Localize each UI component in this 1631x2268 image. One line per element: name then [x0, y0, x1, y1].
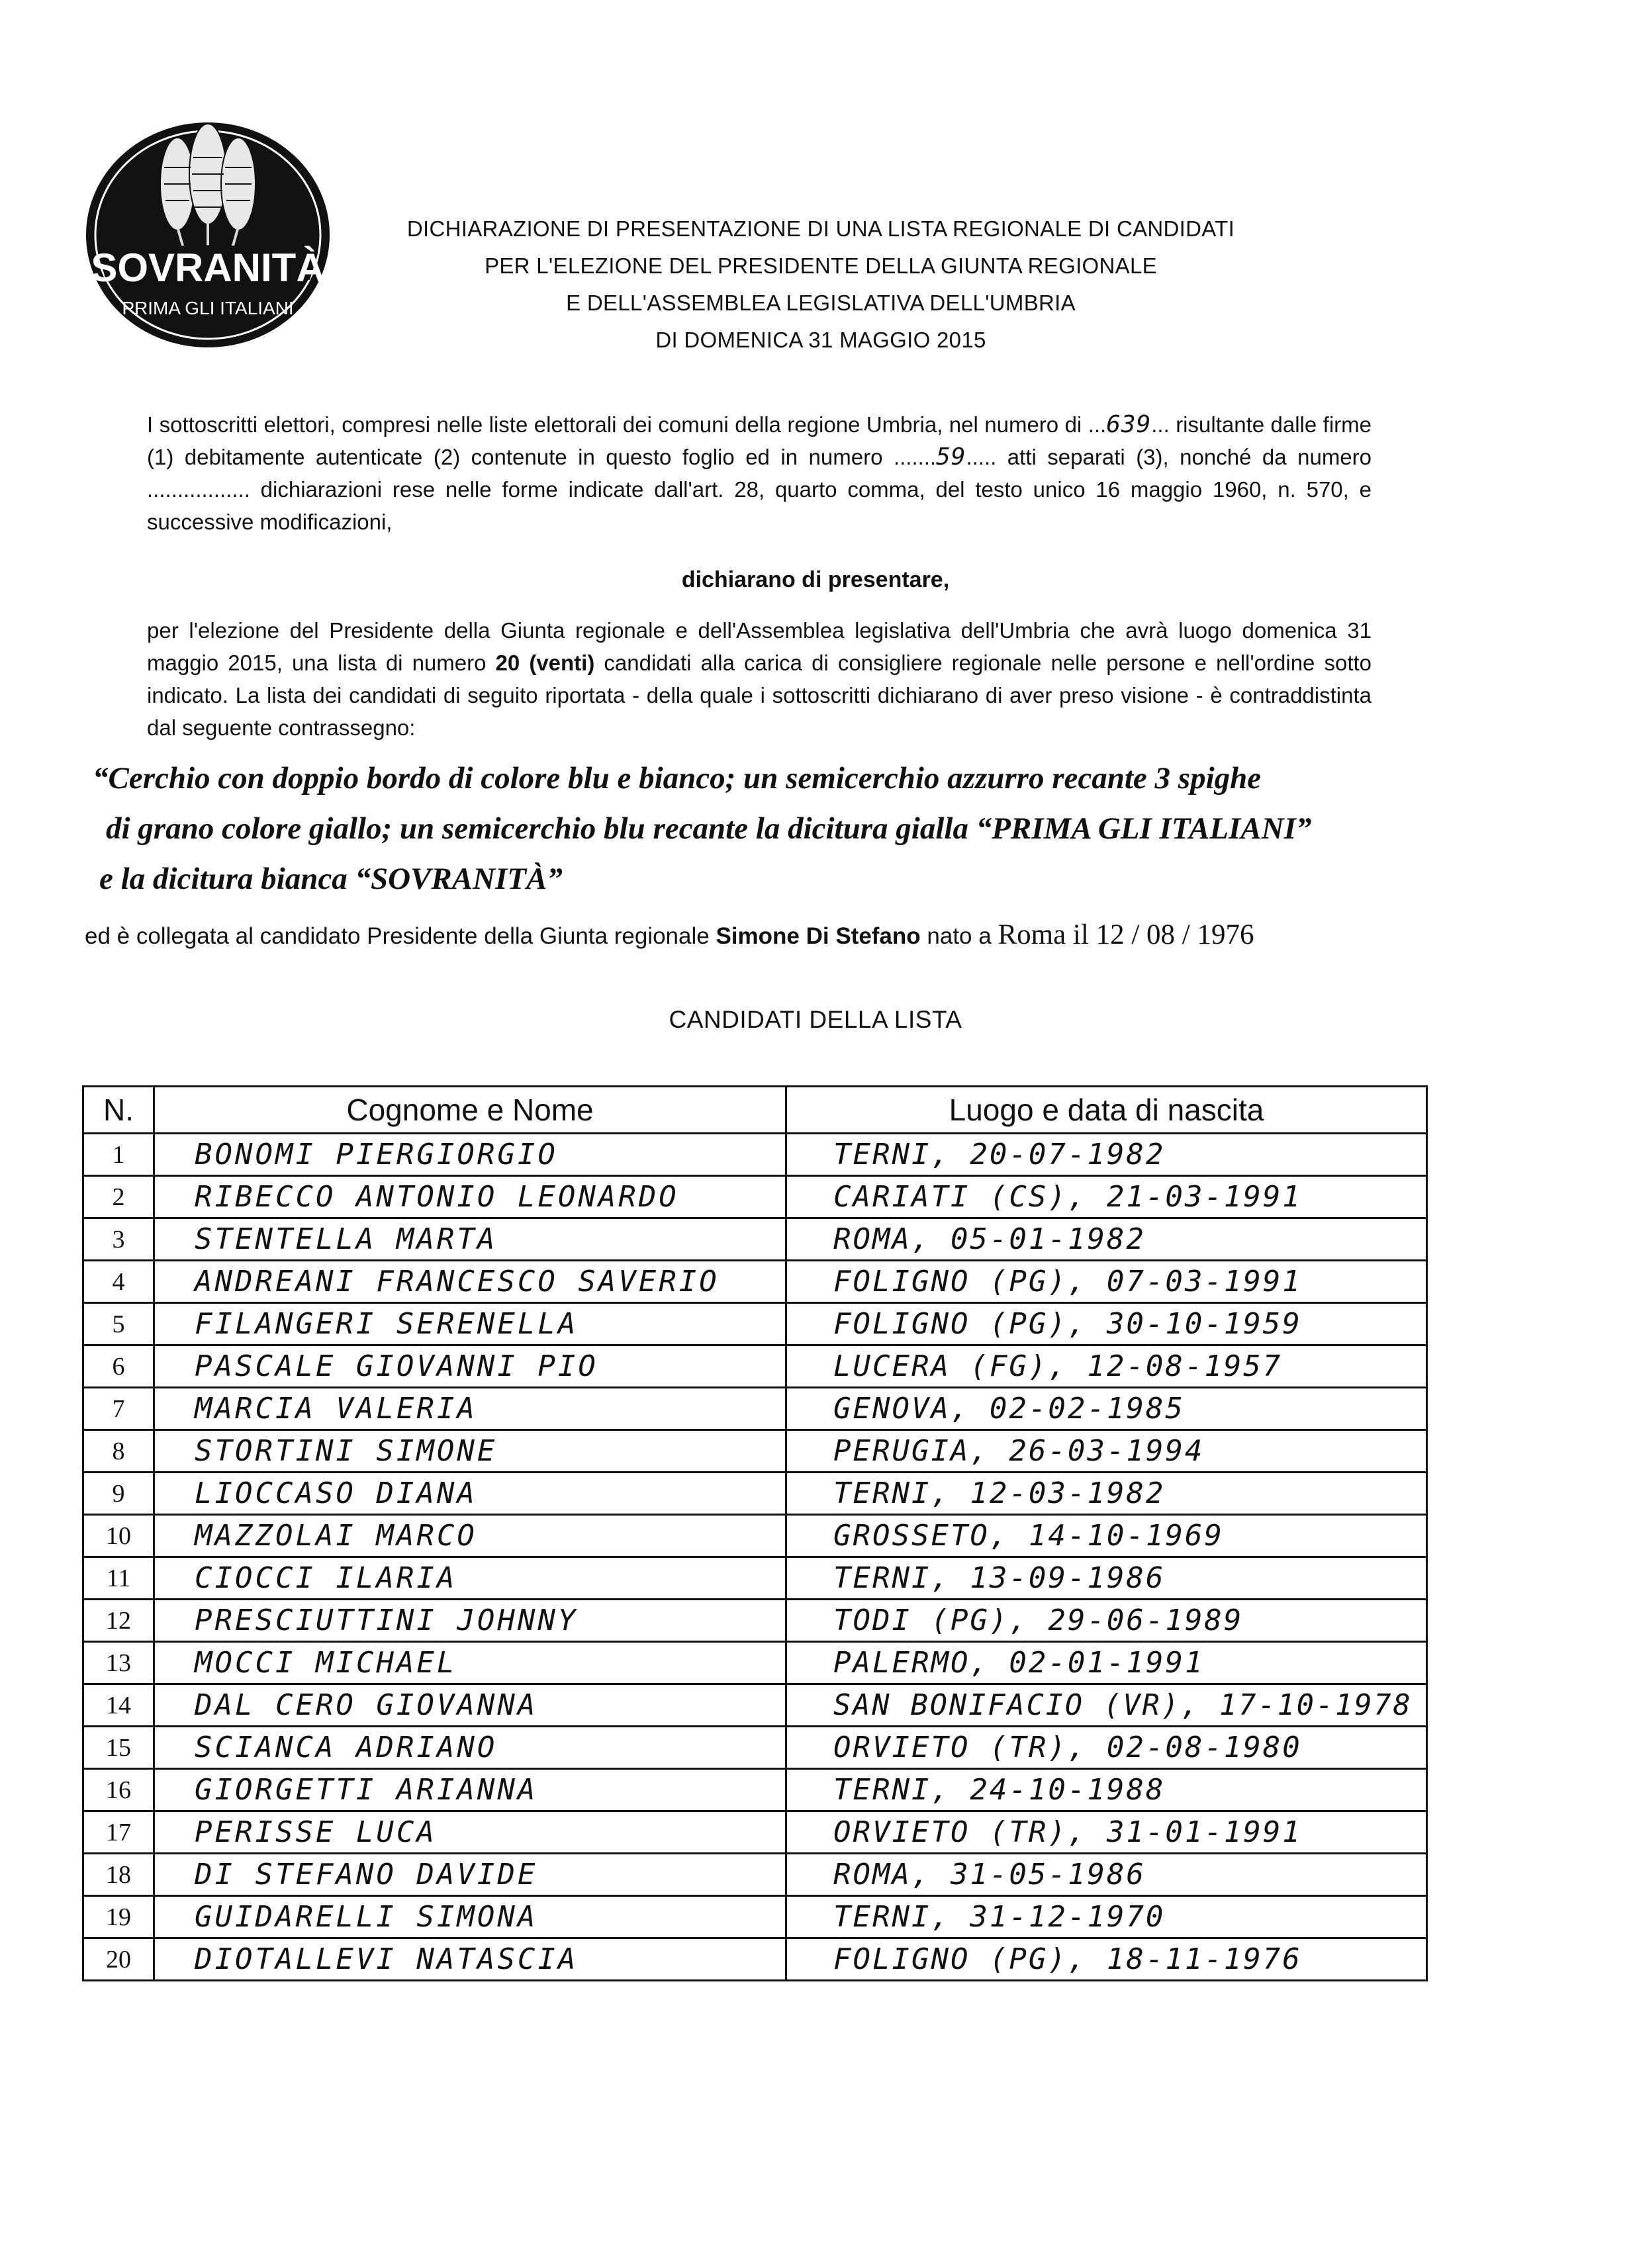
candidate-number: 15: [83, 1727, 154, 1769]
intro-paragraph: I sottoscritti elettori, compresi nelle liste elettorali dei comuni della regione Umbria, nel numero di ...639... risultante dalle firme (1) debitamente autenticate (2) contenute in questo foglio ed in numero .......59..... atti separati (3), nonché da numero ................. dichiarazioni rese nelle forme indicate dall'art. 28, quarto comma, del testo unico 16 maggio 1960, n. 570, e successive modificazioni,: [147, 411, 1372, 534]
candidate-name: CIOCCI ILARIA: [154, 1557, 786, 1600]
candidate-name: MARCIA VALERIA: [154, 1388, 786, 1430]
candidate-name: GIORGETTI ARIANNA: [154, 1769, 786, 1811]
table-row: [83, 1303, 1427, 1345]
candidate-birth: SAN BONIFACIO (VR), 17-10-1978: [786, 1684, 1427, 1727]
atti-count: 59: [936, 443, 966, 471]
table-row: [83, 1515, 1427, 1557]
table-row: [83, 1345, 1427, 1388]
table-row: [83, 1261, 1427, 1303]
president-birthdate: 12 / 08 / 1976: [1095, 919, 1254, 950]
emblem-description: [93, 753, 1549, 904]
table-row: [83, 1430, 1427, 1473]
candidate-name: DI STEFANO DAVIDE: [154, 1854, 786, 1896]
table-row: [83, 1176, 1427, 1218]
header-name: Cognome e Nome: [154, 1087, 786, 1134]
body-paragraph: [147, 614, 1372, 744]
candidate-birth: LUCERA (FG), 12-08-1957: [786, 1345, 1427, 1388]
candidate-name: SCIANCA ADRIANO: [154, 1727, 786, 1769]
candidate-number: 5: [83, 1303, 154, 1345]
party-logo: [85, 121, 331, 349]
candidate-name: MOCCI MICHAEL: [154, 1642, 786, 1684]
candidate-name: FILANGERI SERENELLA: [154, 1303, 786, 1345]
candidate-birth: PALERMO, 02-01-1991: [786, 1642, 1427, 1684]
president-link-line: [85, 919, 1574, 951]
president-name: Simone Di Stefano: [716, 923, 921, 949]
body-text-2: candidati alla carica di consigliere regionale nelle persone e nell'ordine sotto indicato. La lista dei candidati di seguito riportata - della quale i sottoscritti dichiarano di aver preso visione - è contraddistinta dal seguente contrassegno:: [147, 651, 1372, 740]
candidate-number: 19: [83, 1896, 154, 1938]
candidate-birth: GROSSETO, 14-10-1969: [786, 1515, 1427, 1557]
table-row: [83, 1134, 1427, 1176]
firme-count: 639: [1106, 411, 1152, 438]
logo-tagline-text: PRIMA GLI ITALIANI: [122, 298, 294, 318]
table-row: [83, 1769, 1427, 1811]
candidates-table-body: [83, 1134, 1427, 1981]
table-row: [83, 1684, 1427, 1727]
table-row: [83, 1388, 1427, 1430]
table-row: [83, 1896, 1427, 1938]
candidate-number: 16: [83, 1769, 154, 1811]
candidate-name: GUIDARELLI SIMONA: [154, 1896, 786, 1938]
table-row: [83, 1642, 1427, 1684]
header-number: N.: [83, 1087, 154, 1134]
candidate-number: 2: [83, 1176, 154, 1218]
intro-text-2: risultante dalle firme (1) debitamente autenticate (2) contenute in questo foglio ed in numero: [147, 412, 1372, 469]
candidate-number: 13: [83, 1642, 154, 1684]
candidate-list-title: CANDIDATI DELLA LISTA: [669, 1006, 962, 1033]
candidate-number: 3: [83, 1218, 154, 1261]
header-birth: Luogo e data di nascita: [786, 1087, 1427, 1134]
candidate-number: 7: [83, 1388, 154, 1430]
table-row: [83, 1218, 1427, 1261]
candidate-count: 20: [495, 651, 520, 675]
table-row: [83, 1938, 1427, 1981]
candidate-number: 14: [83, 1684, 154, 1727]
candidate-birth: GENOVA, 02-02-1985: [786, 1388, 1427, 1430]
emblem-line-2: di grano colore giallo; un semicerchio blu recante la dicitura gialla “PRIMA GLI ITALIANI”: [106, 811, 1312, 846]
candidate-birth: TERNI, 13-09-1986: [786, 1557, 1427, 1600]
candidates-table: [82, 1085, 1428, 1981]
candidate-name: PERISSE LUCA: [154, 1811, 786, 1854]
candidate-name: PRESCIUTTINI JOHNNY: [154, 1600, 786, 1642]
candidate-birth: TERNI, 31-12-1970: [786, 1896, 1427, 1938]
candidate-name: DAL CERO GIOVANNA: [154, 1684, 786, 1727]
candidate-name: LIOCCASO DIANA: [154, 1473, 786, 1515]
collegata-text: ed è collegata al candidato Presidente della Giunta regionale: [85, 923, 716, 949]
candidate-name: ANDREANI FRANCESCO SAVERIO: [154, 1261, 786, 1303]
candidate-name: MAZZOLAI MARCO: [154, 1515, 786, 1557]
candidate-name: BONOMI PIERGIORGIO: [154, 1134, 786, 1176]
header-line-1: DICHIARAZIONE DI PRESENTAZIONE DI UNA LISTA REGIONALE DI CANDIDATI: [406, 216, 1235, 241]
emblem-line-3: e la dicitura bianca “SOVRANITÀ”: [99, 862, 563, 896]
table-row: [83, 1473, 1427, 1515]
candidate-birth: FOLIGNO (PG), 30-10-1959: [786, 1303, 1427, 1345]
candidate-number: 9: [83, 1473, 154, 1515]
candidate-birth: PERUGIA, 26-03-1994: [786, 1430, 1427, 1473]
header-line-4: DI DOMENICA 31 MAGGIO 2015: [655, 328, 986, 352]
candidate-number: 11: [83, 1557, 154, 1600]
candidate-birth: ROMA, 31-05-1986: [786, 1854, 1427, 1896]
intro-text-3: atti separati (3), nonché da numero ................. dichiarazioni rese nelle forme indicate dall'art. 28, quarto comma, del testo unico 16 maggio 1960, n. 570, e successive modificazioni,: [147, 445, 1372, 534]
candidate-number: 6: [83, 1345, 154, 1388]
body-text-1: per l'elezione del Presidente della Giunta regionale e dell'Assemblea legislativa dell'Umbria che avrà luogo domenica 31 maggio 2015, una lista di numero: [147, 618, 1372, 675]
candidate-number: 20: [83, 1938, 154, 1981]
table-row: [83, 1854, 1427, 1896]
candidate-name: STENTELLA MARTA: [154, 1218, 786, 1261]
candidate-birth: TERNI, 12-03-1982: [786, 1473, 1427, 1515]
table-row: [83, 1727, 1427, 1769]
dichiarano-heading: dichiarano di presentare,: [681, 567, 950, 592]
table-header-row: [83, 1087, 1427, 1134]
candidate-number: 18: [83, 1854, 154, 1896]
candidate-number: 4: [83, 1261, 154, 1303]
candidate-number: 10: [83, 1515, 154, 1557]
candidate-number: 1: [83, 1134, 154, 1176]
logo-brand-text: SOVRANITÀ: [91, 246, 325, 290]
candidate-birth: ROMA, 05-01-1982: [786, 1218, 1427, 1261]
candidate-birth: ORVIETO (TR), 31-01-1991: [786, 1811, 1427, 1854]
president-birthplace: Roma: [998, 919, 1066, 950]
candidate-name: STORTINI SIMONE: [154, 1430, 786, 1473]
candidate-name: DIOTALLEVI NATASCIA: [154, 1938, 786, 1981]
header-line-3: E DELL'ASSEMBLEA LEGISLATIVA DELL'UMBRIA: [566, 291, 1076, 315]
table-row: [83, 1600, 1427, 1642]
document-header: [344, 210, 1297, 359]
candidate-birth: TODI (PG), 29-06-1989: [786, 1600, 1427, 1642]
header-line-2: PER L'ELEZIONE DEL PRESIDENTE DELLA GIUNTA REGIONALE: [485, 253, 1157, 278]
candidate-number: 17: [83, 1811, 154, 1854]
candidate-birth: FOLIGNO (PG), 07-03-1991: [786, 1261, 1427, 1303]
table-row: [83, 1811, 1427, 1854]
candidate-birth: TERNI, 24-10-1988: [786, 1769, 1427, 1811]
intro-text-1: I sottoscritti elettori, compresi nelle liste elettorali dei comuni della regione Umbria, nel numero di: [147, 412, 1088, 437]
il-text: il: [1066, 919, 1096, 950]
table-row: [83, 1557, 1427, 1600]
wheat-ears-circle-logo-icon: [85, 121, 331, 349]
candidate-name: PASCALE GIOVANNI PIO: [154, 1345, 786, 1388]
candidate-count-words: (venti): [529, 651, 595, 675]
candidate-number: 12: [83, 1600, 154, 1642]
candidate-name: RIBECCO ANTONIO LEONARDO: [154, 1176, 786, 1218]
candidate-birth: CARIATI (CS), 21-03-1991: [786, 1176, 1427, 1218]
candidate-number: 8: [83, 1430, 154, 1473]
emblem-line-1: “Cerchio con doppio bordo di colore blu e bianco; un semicerchio azzurro recante 3 spighe: [93, 761, 1262, 795]
candidate-birth: FOLIGNO (PG), 18-11-1976: [786, 1938, 1427, 1981]
candidate-birth: TERNI, 20-07-1982: [786, 1134, 1427, 1176]
nato-text: nato a: [920, 923, 998, 949]
candidate-birth: ORVIETO (TR), 02-08-1980: [786, 1727, 1427, 1769]
